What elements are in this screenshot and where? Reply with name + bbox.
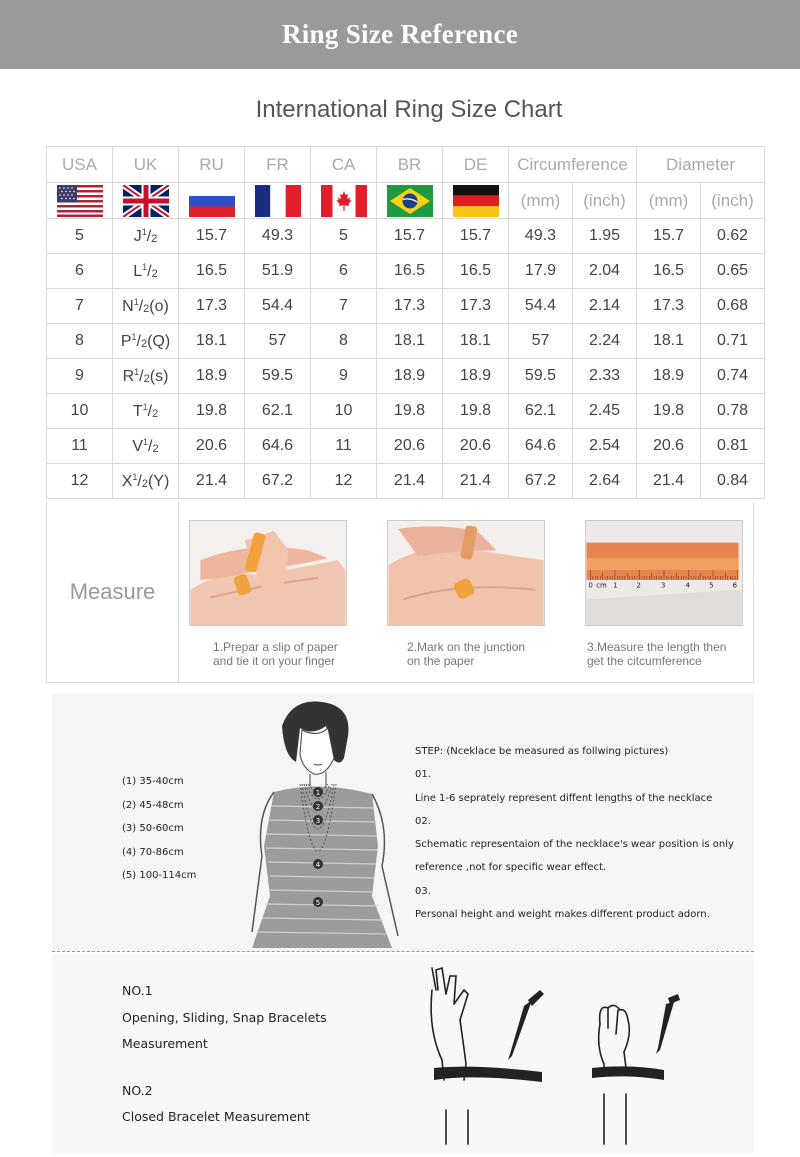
cell-ca: 8 [311,324,377,359]
cell-uk: $T^1/_2$ [113,394,179,429]
circ-inch-unit: (inch) [573,183,637,219]
cell-dia-mm: 18.9 [637,359,701,394]
cell-circ-mm: 62.1 [509,394,573,429]
table-row [47,289,765,324]
measure-section [46,502,754,683]
cell-usa: 5 [47,219,113,254]
cell-usa: 9 [47,359,113,394]
cell-circ-in: 1.95 [573,219,637,254]
size-rows [47,219,765,499]
cell-circ-in: 2.24 [573,324,637,359]
brazil-flag-icon [387,185,433,217]
flag-row [47,183,765,219]
ruler-mark: cm [596,581,607,590]
cell-de: 18.1 [443,324,509,359]
bracelet-section [52,954,754,1154]
measure-label: Measure [47,502,179,682]
cell-dia-in: 0.62 [701,219,765,254]
cell-br: 21.4 [377,464,443,499]
necklace-length-2: (2) 45-48cm [122,799,184,811]
cell-circ-in: 2.54 [573,429,637,464]
finger-paper-photo [189,520,347,626]
cell-uk: $J^1/_2$ [113,219,179,254]
col-header-usa: USA [47,147,113,183]
cell-fr: 59.5 [245,359,311,394]
cell-circ-in: 2.64 [573,464,637,499]
cell-circ-mm: 54.4 [509,289,573,324]
cell-ru: 17.3 [179,289,245,324]
closed-hand-wrist-illustration [590,994,700,1150]
necklace-length-4: (4) 70-86cm [122,846,184,858]
necklace-marker [313,897,323,907]
ruler-mark: 5 [709,581,714,590]
cell-usa: 12 [47,464,113,499]
cell-circ-mm: 64.6 [509,429,573,464]
cell-dia-mm: 17.3 [637,289,701,324]
ruler-mark: 0 [588,581,593,590]
col-header-ru: RU [179,147,245,183]
col-header-fr: FR [245,147,311,183]
necklace-step-03: 03. [415,885,431,897]
cell-br: 19.8 [377,394,443,429]
bracelet-no2-line1: Closed Bracelet Measurement [122,1109,310,1124]
step-2-caption-line-1: 2.Mark on the junction [407,640,526,654]
canada-flag-icon [321,185,367,217]
cell-ca: 9 [311,359,377,394]
table-row [47,359,765,394]
svg-text:4: 4 [315,861,321,869]
cell-dia-in: 0.78 [701,394,765,429]
cell-usa: 10 [47,394,113,429]
ruler-mark: 2 [636,581,641,590]
russia-flag-icon [189,185,235,217]
bracelet-no2-title: NO.2 [122,1082,153,1098]
cell-circ-in: 2.45 [573,394,637,429]
cell-ru: 16.5 [179,254,245,289]
cell-dia-mm: 20.6 [637,429,701,464]
svg-text:2: 2 [315,803,321,811]
cell-br: 18.9 [377,359,443,394]
cell-br: 18.1 [377,324,443,359]
cell-circ-in: 2.33 [573,359,637,394]
cell-uk: $N^1/_2(o)$ [113,289,179,324]
cell-uk: $L^1/_2$ [113,254,179,289]
necklace-marker [313,859,323,869]
cell-fr: 51.9 [245,254,311,289]
cell-dia-in: 0.81 [701,429,765,464]
necklace-length-5: (5) 100-114cm [122,870,197,881]
table-row [47,429,765,464]
cell-circ-mm: 17.9 [509,254,573,289]
cell-ca: 12 [311,464,377,499]
cell-ru: 21.4 [179,464,245,499]
circumference-header: Circumference [509,147,637,183]
cell-dia-mm: 16.5 [637,254,701,289]
cell-ca: 10 [311,394,377,429]
step-3-caption-line-2: get the citcumference [587,654,702,668]
necklace-length-list [122,770,196,888]
col-header-br: BR [377,147,443,183]
cell-ru: 18.9 [179,359,245,394]
necklace-marker [313,815,323,825]
france-flag-icon [255,185,301,217]
necklace-step-02-text-cont: reference ,not for specific wear effect. [415,862,607,874]
dia-mm-unit: (mm) [637,183,701,219]
svg-text:1: 1 [315,789,321,797]
measure-step-1 [189,520,349,668]
uk-flag-icon [123,185,169,217]
necklace-marker [313,787,323,797]
cell-uk: $V^1/_2$ [113,429,179,464]
cell-dia-mm: 21.4 [637,464,701,499]
cell-dia-in: 0.74 [701,359,765,394]
cell-ca: 5 [311,219,377,254]
cell-ru: 19.8 [179,394,245,429]
cell-dia-in: 0.84 [701,464,765,499]
measure-step-3 [585,520,745,668]
necklace-section [52,694,754,952]
bracelet-no1-line1: Opening, Sliding, Snap Bracelets [122,1009,327,1025]
open-hand-wrist-illustration [424,960,544,1150]
cell-circ-in: 2.04 [573,254,637,289]
measure-step-2 [387,520,547,668]
cell-de: 21.4 [443,464,509,499]
table-row [47,464,765,499]
cell-usa: 11 [47,429,113,464]
ruler-mark: 6 [732,581,738,590]
cell-de: 16.5 [443,254,509,289]
necklace-step-03-text: Personal height and weight makes different product adorn. [415,909,710,921]
ring-size-table [46,146,765,499]
necklace-step-01-text: Line 1-6 seprately represent diffent lengths of the necklace [415,792,713,804]
col-header-ca: CA [311,147,377,183]
svg-text:5: 5 [315,899,321,907]
chart-title: International Ring Size Chart [255,96,563,123]
cell-de: 17.3 [443,289,509,324]
table-row [47,219,765,254]
ruler-mark: 1 [612,581,618,590]
necklace-figure-illustration [222,696,422,950]
cell-ru: 20.6 [179,429,245,464]
ruler-mark: 4 [685,581,690,590]
necklace-step-02: 02. [415,815,431,827]
header-banner [0,0,800,69]
necklace-length-3: (3) 50-60cm [122,823,184,834]
cell-ca: 11 [311,429,377,464]
cell-fr: 49.3 [245,219,311,254]
banner-title: Ring Size Reference [281,19,519,49]
cell-dia-mm: 15.7 [637,219,701,254]
necklace-step-02-text: Schematic representaion of the necklace's wear position is only [415,839,734,851]
cell-uk: $P^1/_2(Q)$ [113,324,179,359]
cell-br: 16.5 [377,254,443,289]
mark-junction-photo [387,520,545,626]
cell-uk: $X^1/_2(Y)$ [113,464,179,499]
cell-circ-mm: 57 [509,324,573,359]
cell-fr: 67.2 [245,464,311,499]
cell-usa: 8 [47,324,113,359]
cell-de: 15.7 [443,219,509,254]
cell-circ-mm: 59.5 [509,359,573,394]
step-1-caption-line-1: 1.Prepar a slip of paper [213,640,338,654]
bracelet-no1-title: NO.1 [122,983,153,998]
cell-fr: 57 [245,324,311,359]
table-row [47,324,765,359]
col-header-de: DE [443,147,509,183]
necklace-step-01: 01. [415,769,431,781]
header-row [47,147,765,183]
cell-dia-in: 0.65 [701,254,765,289]
dia-inch-unit: (inch) [701,183,765,219]
cell-br: 17.3 [377,289,443,324]
ruler-mark: 3 [661,581,666,590]
cell-dia-mm: 19.8 [637,394,701,429]
cell-ca: 6 [311,254,377,289]
germany-flag-icon [453,185,499,217]
ruler-photo [585,520,743,626]
necklace-step-header: STEP: (Nceklace be measured as follwing pictures) [415,746,669,757]
cell-ca: 7 [311,289,377,324]
cell-usa: 7 [47,289,113,324]
cell-uk: $R^1/_2(s)$ [113,359,179,394]
cell-ru: 18.1 [179,324,245,359]
circ-mm-unit: (mm) [509,183,573,219]
step-1-caption-line-2: and tie it on your finger [213,654,336,668]
necklace-marker [313,801,323,811]
cell-br: 15.7 [377,219,443,254]
bracelet-text [122,978,327,1131]
cell-de: 20.6 [443,429,509,464]
cell-circ-mm: 49.3 [509,219,573,254]
step-2-caption-line-2: on the paper [407,654,475,668]
cell-dia-in: 0.71 [701,324,765,359]
cell-de: 18.9 [443,359,509,394]
cell-circ-mm: 67.2 [509,464,573,499]
bracelet-no1-line2: Measurement [122,1036,208,1051]
cell-ru: 15.7 [179,219,245,254]
cell-fr: 54.4 [245,289,311,324]
cell-fr: 62.1 [245,394,311,429]
svg-text:3: 3 [315,817,321,825]
necklace-instructions [415,740,734,926]
cell-fr: 64.6 [245,429,311,464]
section-divider [52,951,754,952]
table-row [47,394,765,429]
usa-flag-icon [57,185,103,217]
step-3-caption-line-1: 3.Measure the length then [587,640,727,654]
table-row [47,254,765,289]
cell-usa: 6 [47,254,113,289]
cell-br: 20.6 [377,429,443,464]
col-header-uk: UK [113,147,179,183]
necklace-length-1: (1) 35-40cm [122,776,184,787]
cell-dia-in: 0.68 [701,289,765,324]
cell-circ-in: 2.14 [573,289,637,324]
diameter-header: Diameter [637,147,765,183]
cell-dia-mm: 18.1 [637,324,701,359]
cell-de: 19.8 [443,394,509,429]
